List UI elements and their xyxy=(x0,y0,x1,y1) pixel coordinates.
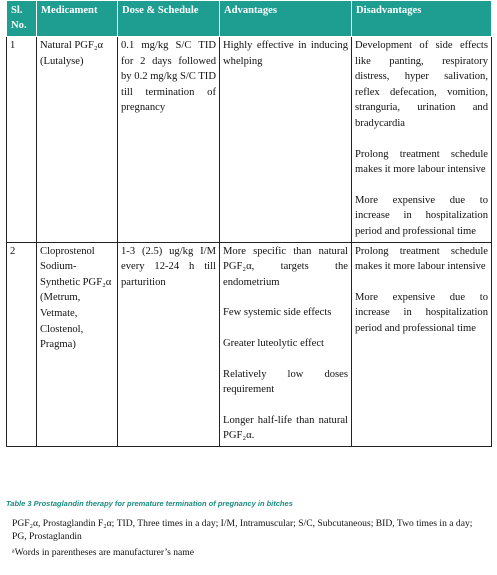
cell-advantages xyxy=(220,242,352,446)
table-container xyxy=(6,0,491,447)
prostaglandin-table xyxy=(6,0,492,447)
disadvantage-item: More expensive due to increase in hospitalization period and professional time xyxy=(355,194,488,237)
medicament-name: Natural PGF₂α xyxy=(40,40,104,51)
cell-disadvantages xyxy=(352,37,492,243)
table-row xyxy=(7,37,492,243)
cell-medicament xyxy=(37,242,118,446)
table-row xyxy=(7,242,492,446)
footnote-abbreviations: PGF₂α, Prostaglandin F₂α; TID, Three times in a day; I/M, Intramuscular; S/C, Subcutaneous; BID, Two times in a day; PG, Prostaglandin xyxy=(12,518,473,542)
medicament-name: Cloprostenol Sodium-Synthetic PGF₂α xyxy=(40,245,112,288)
cell-dose: 0.1 mg/kg S/C TID for 2 days followed by 0.2 mg/kg S/C TID till termination of pregnancy xyxy=(118,37,220,243)
header-advantages: Advantages xyxy=(220,1,352,37)
medicament-brand: (Lutalyse) xyxy=(40,55,84,67)
medicament-brand: (Metrum, Vetmate, Clostenol, Pragma) xyxy=(40,292,84,351)
advantage-item: Few systemic side effects xyxy=(223,307,332,319)
footnote-manufacturer: ᵃWords in parentheses are manufacturer’s name xyxy=(12,547,195,558)
cell-sl-no: 2 xyxy=(7,242,37,446)
cell-dose: 1-3 (2.5) ug/kg I/M every 12-24 h till parturition xyxy=(118,242,220,446)
advantage-item: More specific than natural PGF₂α, targets the endometrium xyxy=(223,245,348,288)
advantage-item: Relatively low doses requirement xyxy=(223,368,348,396)
header-sl-no: Sl. No. xyxy=(7,1,37,37)
disadvantage-item: Development of side effects like panting, respiratory distress, hyper salivation, reflex defecation, vomition, stranguria, urination and bradycardia xyxy=(355,40,488,129)
advantage-item: Highly effective in inducing whelping xyxy=(223,40,348,67)
header-disadvantages: Disadvantages xyxy=(352,1,492,37)
advantage-item: Longer half-life than natural PGF₂α. xyxy=(223,414,348,442)
table-header xyxy=(7,1,492,37)
cell-medicament xyxy=(37,37,118,243)
disadvantage-item: Prolong treatment schedule makes it more labour intensive xyxy=(355,245,488,273)
advantage-item: Greater luteolytic effect xyxy=(223,337,324,349)
cell-advantages xyxy=(220,37,352,243)
cell-sl-no: 1 xyxy=(7,37,37,243)
header-dose-schedule: Dose & Schedule xyxy=(118,1,220,37)
disadvantage-item: Prolong treatment schedule makes it more labour intensive xyxy=(355,148,488,176)
disadvantage-item: More expensive due to increase in hospitalization period and professional time xyxy=(355,291,488,334)
table-caption: Table 3 Prostaglandin therapy for premature termination of pregnancy in bitches xyxy=(6,499,293,508)
cell-disadvantages xyxy=(352,242,492,446)
header-medicament: Medicament xyxy=(37,1,118,37)
